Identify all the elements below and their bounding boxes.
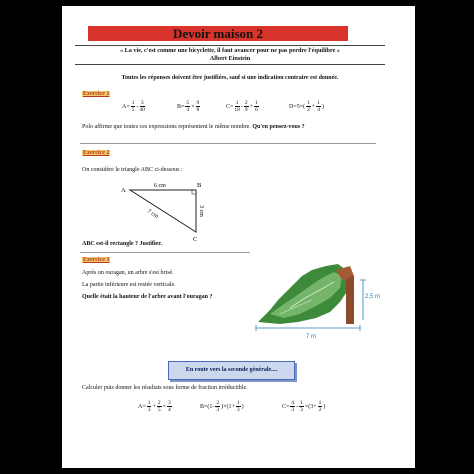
final-expression-b: B= ( 1 - $\frac{2}{3}$ ) × ( 1 + $\frac{1}{3}$ ): [200, 400, 244, 413]
side-bc-label: 3 cm: [198, 205, 204, 217]
side-ac-label: 7 cm: [145, 208, 160, 220]
exercise-1-title: Exercice 1: [83, 91, 110, 97]
page-title: Devoir maison 2: [88, 26, 348, 41]
final-expression-a: A= $\frac{1}{3}$ + $\frac{2}{5}$ × $\frac{3}{4}$: [138, 400, 171, 413]
tree-height-label: 2,5 m: [365, 294, 381, 300]
final-instructions: Calculer puis donner les résultats sous forme de fraction irréductible.: [82, 385, 248, 391]
exercise-2-title: Exercice 2: [83, 150, 110, 156]
exercise-3-question: Quelle était la hauteur de l'arbre avant l'ouragan ?: [82, 294, 213, 300]
exercise-2-question: ABC est-il rectangle ? Justifier.: [82, 241, 162, 247]
vertex-a-label: A: [121, 187, 126, 194]
expression-c: C= $\frac{1}{18}$ - $\frac{2}{9}$ + $\frac{1}{6}$: [226, 100, 258, 113]
triangle-abc: [130, 190, 196, 232]
vertex-c-label: C: [193, 236, 198, 243]
exercise-3-title: Exercice 3: [83, 257, 110, 263]
exercise-2-statement: On considère le triangle ABC ci-dessous :: [82, 167, 183, 173]
final-expression-c: C= $\frac{4}{3}$ - $\frac{1}{3}$ × ( 3 + $\frac{1}{2}$ ): [282, 400, 326, 413]
expression-d: D= 5 ×( $\frac{1}{2}$ + $\frac{1}{4}$ ): [289, 100, 324, 113]
side-ab-label: 6 cm: [154, 183, 166, 189]
tree-trunk: [346, 276, 354, 324]
tree-distance-label: 7 m: [306, 334, 317, 340]
right-angle-mark: [192, 190, 196, 194]
expression-b: B= $\frac{5}{4}$ × $\frac{9}{8}$: [177, 100, 200, 113]
quote-author: Albert Einstein: [209, 55, 251, 62]
quote-text: « La vie, c'est comme une bicyclette, il faut avancer pour ne pas perdre l'équilibre »: [119, 47, 341, 54]
exercise-3-line2: La partie inférieure est restée verticale.: [82, 282, 176, 288]
instructions: Toutes les réponses doivent être justifiées, sauf si une indication contraire est donnée.: [121, 75, 339, 81]
expression-a: A= $\frac{1}{5}$ - $\frac{3}{40}$: [122, 100, 145, 113]
section-banner: En route vers la seconde générale....: [168, 361, 295, 380]
broken-tree-illustration: [250, 248, 382, 346]
exercise-1-statement: Polo affirme que toutes ces expressions représentent le même nombre. Qu'en pensez-vous ?: [82, 124, 305, 130]
exercise-3-line1: Après un ouragan, un arbre s'est brisé.: [82, 270, 174, 276]
vertex-b-label: B: [197, 182, 202, 189]
